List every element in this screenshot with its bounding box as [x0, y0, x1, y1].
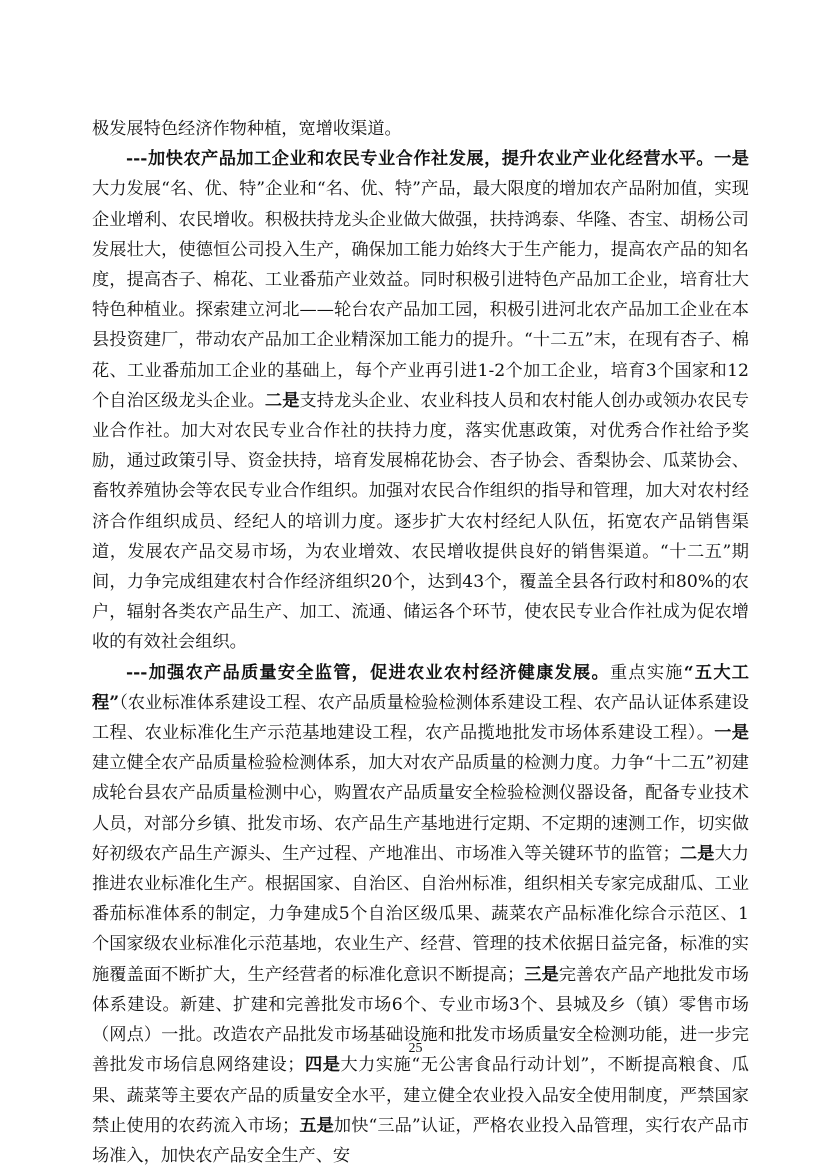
bold-text-segment: 二是 [679, 843, 715, 864]
bold-text-segment: 三是 [524, 964, 559, 985]
text-segment: 加快“三品”认证，严格农业投入品管理，实行农产品市场准入，加快农产品安全生产、安 [92, 1115, 750, 1166]
paragraph [92, 114, 749, 144]
text-segment: 支持龙头企业、农业科技人员和农村能人创办或领办农民专业合作社。加大对农民专业合作社的扶持力度，落实优惠政策，对优秀合作社给予奖励，通过政策引导、资金扶持，培育发展棉花协会、杏子协会、香梨协会、瓜菜协会、畜牧养殖协会等农民专业合作组织。加强对农民合作组织的指导和管理，加大对农村经济合作组织成员、经纪人的培训力度。逐步扩大农村经纪人队伍，拓宽农产品销售渠道，发展农产品交易市场，为农业增效、农民增收提供良好的销售渠道。“十二五”期间，力争完成组建农村合作经济组织20个，达到43个，覆盖全县各行政村和80%的农户，辐射各类农产品生产、加工、流通、储运各个环节，使农民专业合作社成为促农增收的有效社会组织。 [92, 390, 750, 653]
text-segment: 建立健全农产品质量检验检测体系，加大对农产品质量的检测力度。力争“十二五”初建成轮台县农产品质量检测中心，购置农产品质量安全检验检测仪器设备，配备专业技术人员，对部分乡镇、批发市场、农产品生产基地进行定期、不定期的速测工作，切实做好初级农产品生产源头、生产过程、产地准出、市场准入等关键环节的监管； [92, 753, 749, 864]
text-segment: 完善农产品产地批发市场体系建设。新建、扩建和完善批发市场6个、专业市场3个、县城及乡（镇）零售市场（网点）一批。改造农产品批发市场基础设施和批发市场质量安全检测功能，进一步完善批发市场信息网络建设； [92, 964, 749, 1076]
text-segment: （农业标准体系建设工程、农产品质量检验检测体系建设工程、农产品认证体系建设工程、农业标准化生产示范基地建设工程，农产品揽地批发市场体系建设工程）。 [92, 692, 749, 744]
text-segment: 极发展特色经济作物种植，宽增收渠道。 [92, 119, 402, 139]
bold-text-segment: ---加快农产品加工企业和农民专业合作社发展，提升农业产业化经营水平。一是 [126, 149, 749, 170]
bold-text-segment: 五是 [299, 1115, 334, 1136]
text-segment: 大力发展“名、优、特”企业和“名、优、特”产品，最大限度的增加农产品附加值，实现企业增利、农民增收。积极扶持龙头企业做大做强，扶持鸿泰、华隆、杏宝、胡杨公司发展壮大，使德恒公司投入生产，确保加工能力始终大于生产能力，提高农产品的知名度，提高杏子、棉花、工业番茄产业效益。同时积极引进特色产品加工企业，培育壮大特色种植业。探索建立河北——轮台农产品加工园，积极引进河北农产品加工企业在本县投资建厂，带动农产品加工企业精深加工能力的提升。“十二五”末，在现有杏子、棉花、工业番茄加工企业的基础上，每个产业再引进1-2个加工企业，培育3个国家和12个自治区级龙头企业。 [92, 179, 749, 411]
page-number: 25 [408, 1041, 423, 1056]
body-text [92, 114, 749, 1171]
text-segment: 重点实施 [609, 662, 684, 683]
text-segment: 大力推进农业标准化生产。根据国家、自治区、自治州标准，组织相关专家完成甜瓜、工业番茄标准体系的制定，力争建成5个自治区级瓜果、蔬菜农产品标准化综合示范区、1个国家级农业标准化示范基地，农业生产、经营、管理的技术依据日益完备，标准的实施覆盖面不断扩大，生产经营者的标准化意识不断提高； [92, 843, 749, 985]
bold-text-segment: “五大工程” [92, 662, 749, 713]
paragraph [92, 658, 749, 1171]
text-segment: 大力实施“无公害食品行动计划”，不断提高粮食、瓜果、蔬菜等主要农产品的质量安全水平，建立健全农业投入品安全使用制度，严禁国家禁止使用的农药流入市场； [92, 1055, 749, 1136]
bold-text-segment: ---加强农产品质量安全监管，促进农业农村经济健康发展。 [126, 662, 610, 683]
bold-text-segment: 四是 [304, 1055, 341, 1076]
paragraph [92, 144, 749, 657]
bold-text-segment: 一是 [714, 723, 749, 744]
bold-text-segment: 二是 [264, 390, 300, 411]
